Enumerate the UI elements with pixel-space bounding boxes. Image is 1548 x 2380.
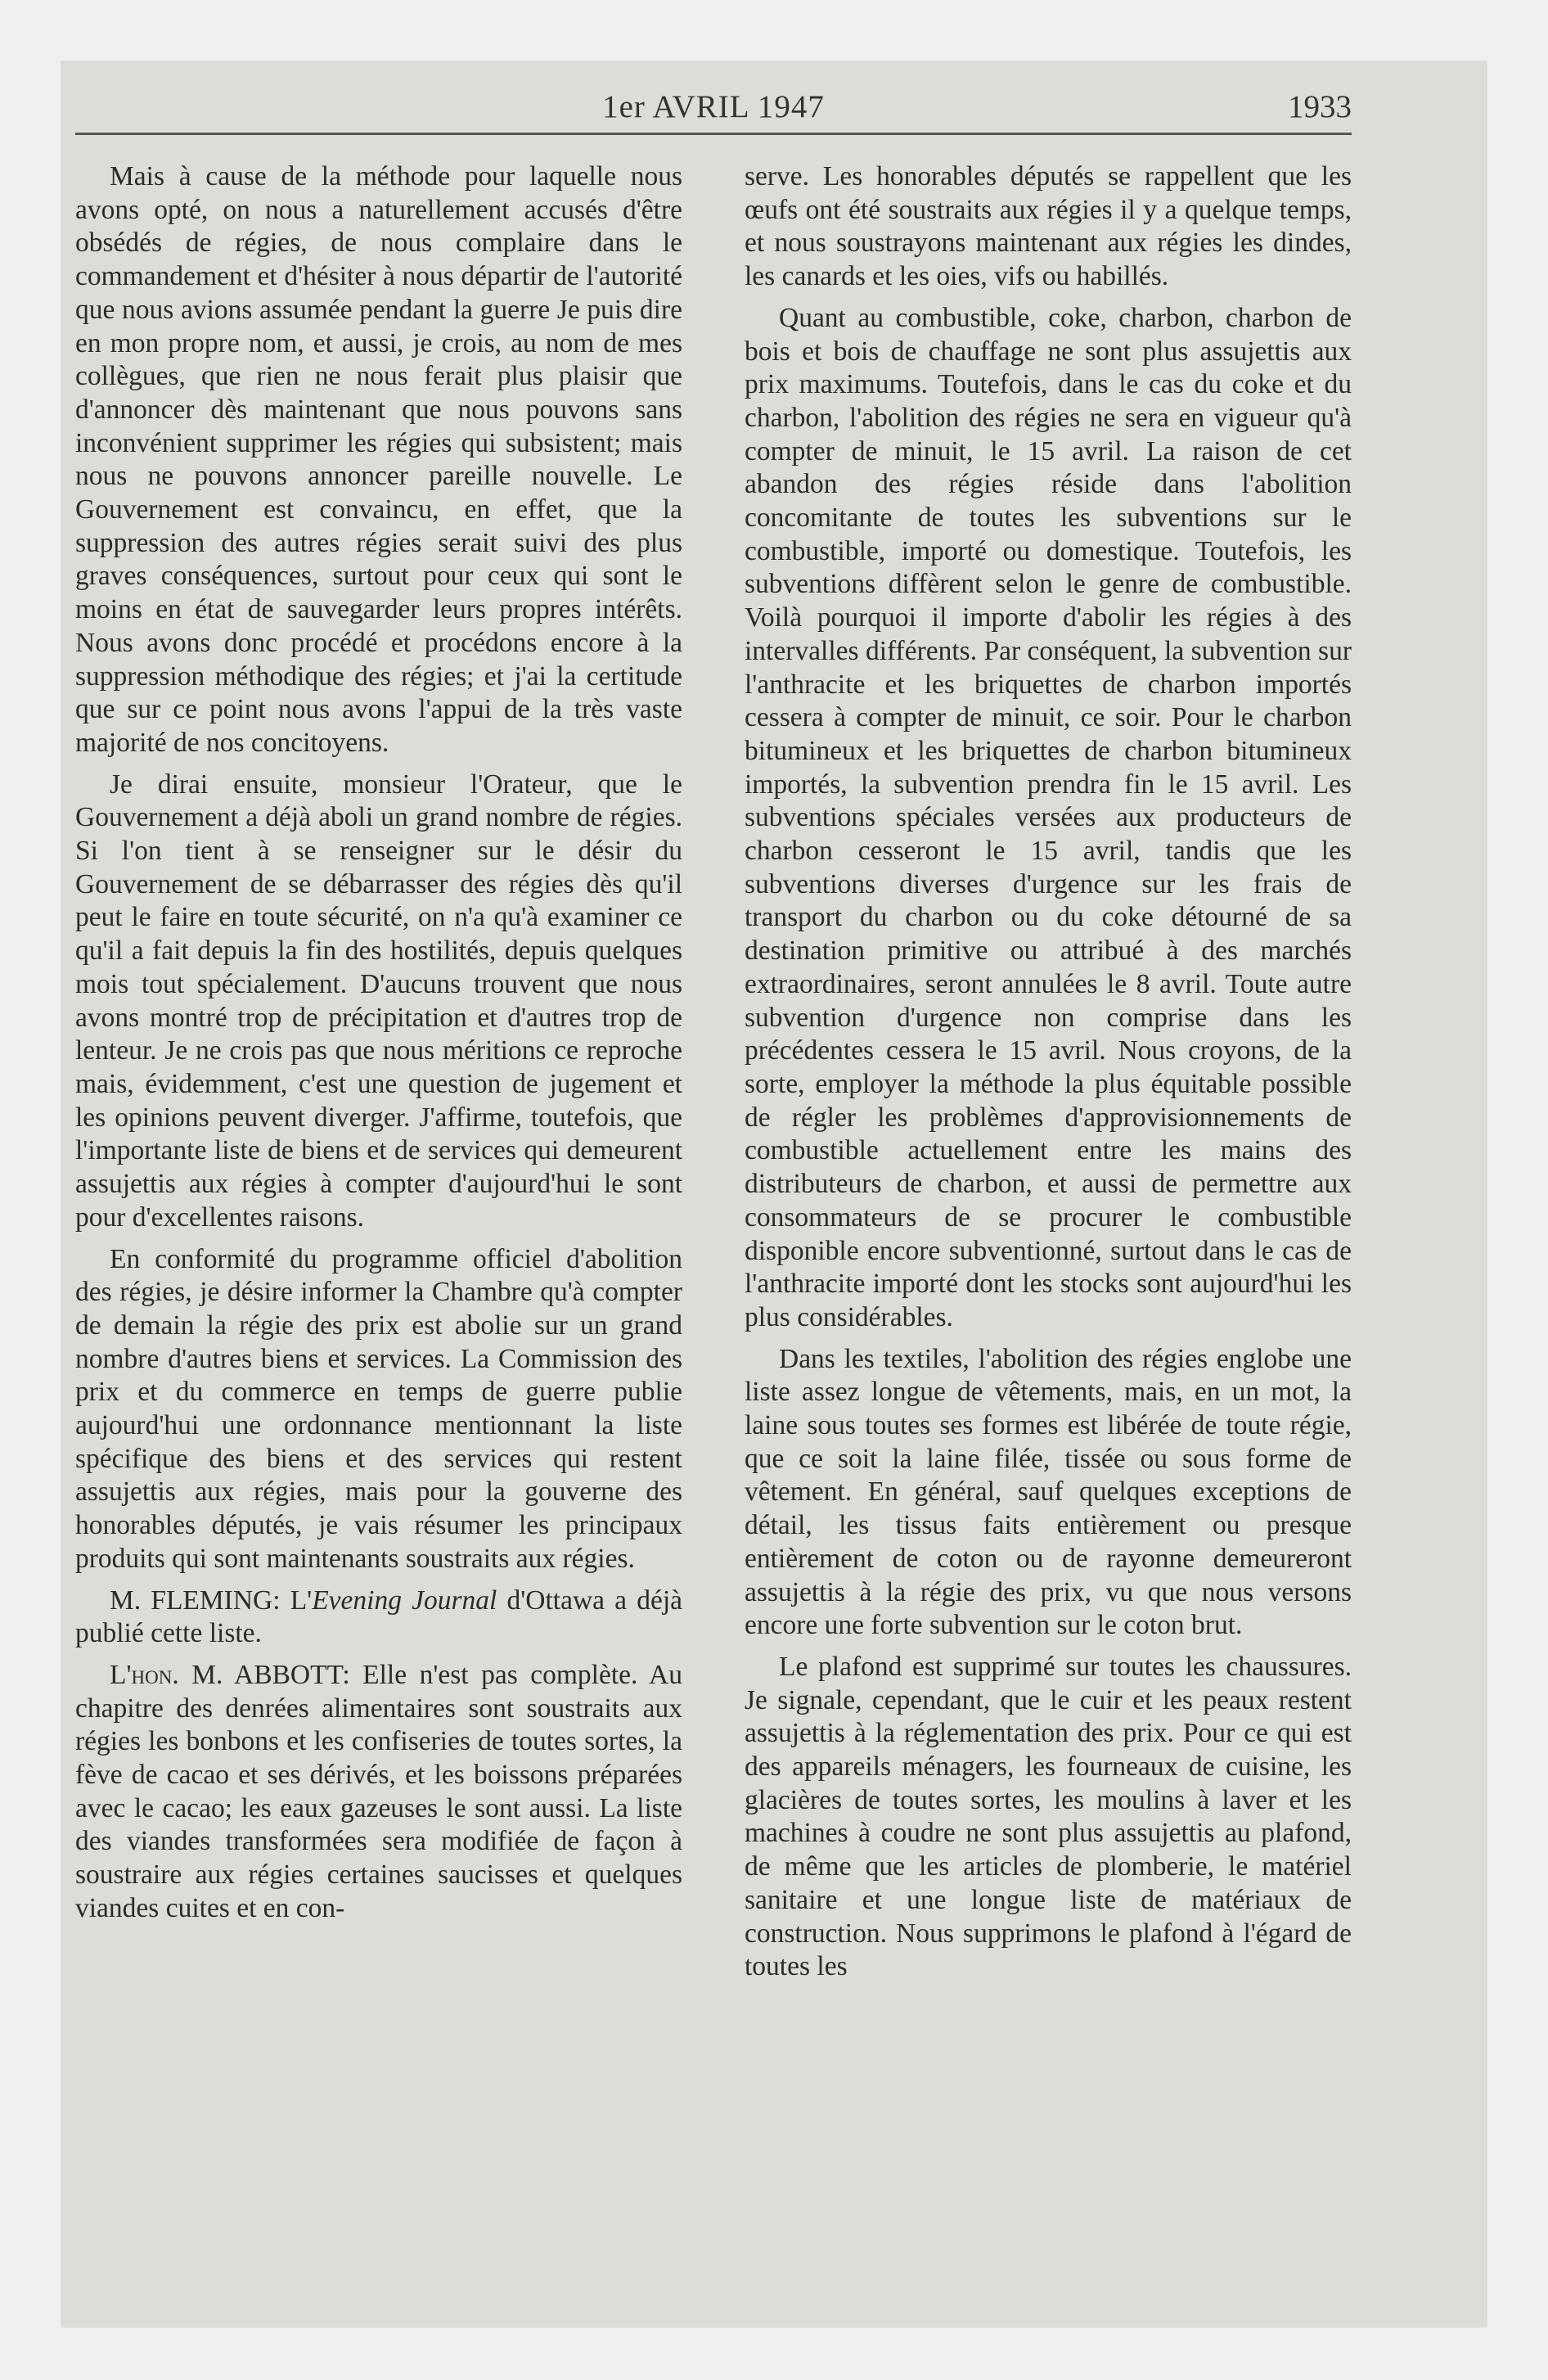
- right-column: [745, 160, 1352, 2206]
- paragraph-fleming: [75, 1584, 682, 1651]
- paragraph: Le plafond est supprimé sur toutes les chaussures. Je signale, cependant, que le cuir et les peaux restent assujettis à la réglementation des prix. Pour ce qui est des appareils ménagers, les fourneaux de cuisine, les glacières de toutes sortes, les moulins à laver et les machines à coudre ne sont plus assujettis au plafond, de même que les articles de plomberie, le matériel sanitaire et une longue liste de matériaux de construction. Nous supprimons le plafond à l'égard de toutes les: [745, 1651, 1352, 1982]
- paragraph: Dans les textiles, l'abolition des régies englobe une liste assez longue de vêtements, mais, en un mot, la laine sous toutes ses formes est libérée de toute régie, que ce soit la laine filée, tissée ou sous forme de vêtement. En général, sauf quelques exceptions de détail, les tissus faits entièrement ou presque entièrement de coton ou de rayonne demeureront assujettis à la régie des prix, vu que nous versons encore une forte subvention sur le coton brut.: [745, 1343, 1352, 1641]
- text-segment: d'Ottawa a déjà publié cette liste.: [75, 1584, 682, 1649]
- text-prefix: L': [290, 1584, 313, 1616]
- paragraph: Je dirai ensuite, monsieur l'Orateur, que le Gouvernement a déjà aboli un grand nombre de régies. Si l'on tient à se renseigner sur le désir du Gouvernement de se débarrasser des régies dès qu'il peut le faire en toute sécurité, on n'a qu'à examiner ce qu'il a fait depuis la fin des hostilités, depuis quelques mois tout spécialement. D'aucuns trouvent que nous avons montré trop de précipitation et d'autres trop de lenteur. Je ne crois pas que nous méritions ce reproche mais, évidemment, c'est une question de jugement et les opinions peuvent diverger. J'affirme, toutefois, que l'importante liste de biens et de services qui demeurent assujettis aux régies à compter d'aujourd'hui le sont pour d'excellentes raisons.: [75, 769, 682, 1233]
- paragraph-abbott: [75, 1659, 682, 1926]
- speaker-name: M. FLEMING:: [110, 1584, 281, 1616]
- paragraph: serve. Les honorables députés se rappellent que les œufs ont été soustraits aux régies il y a quelque temps, et nous soustrayons maintenant aux régies les dindes, les canards et les oies, vifs ou habillés.: [745, 161, 1352, 292]
- header-date: 1er AVRIL 1947: [602, 89, 825, 124]
- paragraph: Quant au combustible, coke, charbon, charbon de bois et bois de chauffage ne sont plus assujettis aux prix maximums. Toutefois, dans le cas du coke et du charbon, l'abolition des régies ne sera en vigueur qu'à compter de minuit, le 15 avril. La raison de cet abandon des régies réside dans l'abolition concomitante de toutes les subventions sur le combustible, importé ou domestique. Toutefois, les subventions diffèrent selon le genre de combustible. Voilà pourquoi il importe d'abolir les régies à des intervalles différents. Par conséquent, la subvention sur l'anthracite et les briquettes de charbon importés cessera à compter de minuit, ce soir. Pour le charbon bitumineux et les briquettes de charbon bitumineux importés, la subvention prendra fin le 15 avril. Les subventions spéciales versées aux producteurs de charbon cesseront le 15 avril, tandis que les subventions diverses d'urgence sur les frais de transport du charbon ou du coke détourné de sa destination primitive ou attribué à des marchés extraordinaires, seront annulées le 8 avril. Toute autre subvention d'urgence non comprise dans les précédentes cessera le 15 avril. Nous croyons, de la sorte, employer la méthode la plus équitable possible de régler les problèmes d'approvisionnements de combustible actuellement entre les mains des distributeurs de charbon, et aussi de permettre aux consommateurs de se procurer le combustible disponible encore subventionné, surtout dans le cas de l'anthracite importé dont les stocks sont aujourd'hui les plus considérables.: [745, 302, 1352, 1332]
- speaker-name: L'hon. M. ABBOTT:: [110, 1659, 350, 1690]
- page-number: 1933: [1288, 89, 1352, 124]
- header-rule: [75, 133, 1352, 135]
- paragraph: En conformité du programme officiel d'abolition des régies, je désire informer la Chambre qu'à compter de demain la régie des prix est abolie sur un grand nombre d'autres biens et services. La Commission des prix et du commerce en temps de guerre publie aujourd'hui une ordonnance mentionnant la liste spécifique des biens et des services qui restent assujettis aux régies, mais pour la gouverne des honorables députés, je vais résumer les principaux produits qui sont maintenants soustraits aux régies.: [75, 1243, 682, 1574]
- page-header: [75, 85, 1352, 134]
- paragraph: Mais à cause de la méthode pour laquelle nous avons opté, on nous a naturellement accusés d'être obsédés de régies, de nous complaire dans le commandement et d'hésiter à nous départir de l'autorité que nous avions assumée pendant la guerre Je puis dire en mon propre nom, et aussi, je crois, au nom de mes collègues, que rien ne nous ferait plus plaisir que d'annoncer dès maintenant que nous pouvons sans inconvénient supprimer les régies qui subsistent; mais nous ne pouvons annoncer pareille nouvelle. Le Gouvernement est convaincu, en effet, que la suppression des autres régies serait suivi des plus graves conséquences, surtout pour ceux qui sont le moins en état de sauvegarder leurs propres intérêts. Nous avons donc procédé et procédons encore à la suppression méthodique des régies; et j'ai la certitude que sur ce point nous avons l'appui de la très vaste majorité de nos concitoyens.: [75, 161, 682, 758]
- text-segment: Elle n'est pas complète. Au chapitre des denrées alimentaires sont soustraits aux régies les bonbons et les confiseries de toutes sortes, la fève de cacao et ses dérivés, et les boissons préparées avec le cacao; les eaux gazeuses le sont aussi. La liste des viandes transformées sera modifiée de façon à soustraire aux régies certaines saucisses et quelques viandes cuites et en con-: [75, 1659, 682, 1923]
- newspaper-title: Evening Journal: [312, 1584, 497, 1616]
- left-column: [75, 160, 682, 2206]
